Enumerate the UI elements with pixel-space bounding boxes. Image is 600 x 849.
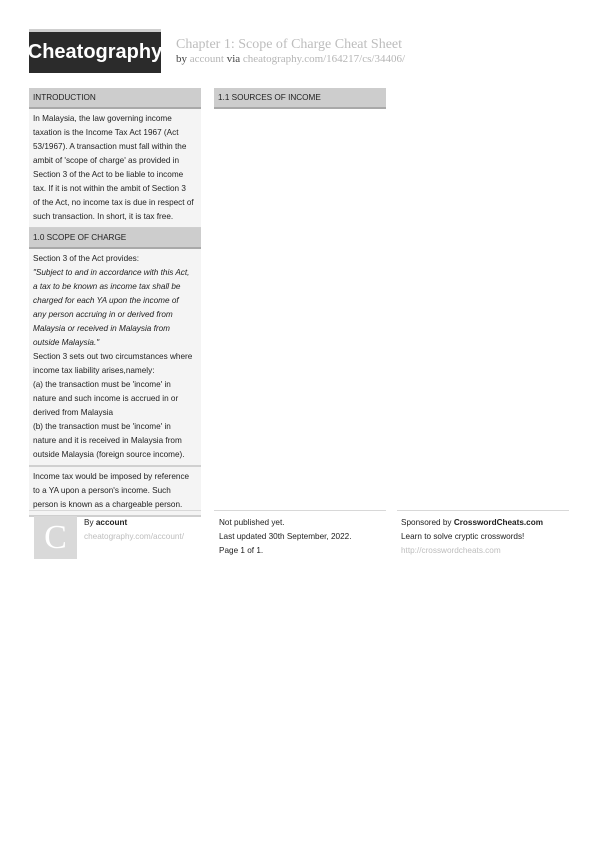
byline xyxy=(176,53,405,65)
text-line: income tax liability arises,namely: xyxy=(33,366,155,375)
sheet-url-link[interactable]: cheatography.com/164217/cs/34406/ xyxy=(242,53,406,65)
text-line: nature and it is received in Malaysia from xyxy=(33,436,182,445)
text-line: outside Malaysia (foreign source income). xyxy=(33,450,185,459)
section-header-sources: 1.1 SOURCES OF INCOME xyxy=(214,88,386,109)
footer-author-block xyxy=(84,516,184,544)
text-line: 53/1967). A transaction must fall within the xyxy=(33,142,187,151)
text-line: outside Malaysia." xyxy=(33,338,100,347)
text-line: ambit of 'scope of charge' as provided in xyxy=(33,156,180,165)
section-header-introduction: INTRODUCTION xyxy=(29,88,201,109)
text-line: tax. If it is not within the ambit of Section 3 xyxy=(33,184,186,193)
introduction-body xyxy=(29,109,201,227)
text-line: Malaysia or received in Malaysia from xyxy=(33,324,170,333)
page-count: Page 1 of 1. xyxy=(219,546,264,555)
section-scope-of-charge xyxy=(29,228,201,517)
text-line: a tax to be known as income tax shall be xyxy=(33,282,181,291)
footer-divider xyxy=(214,510,386,511)
text-line: Income tax would be imposed by reference xyxy=(33,472,190,481)
sponsor-url[interactable]: http://crosswordcheats.com xyxy=(401,546,501,555)
text-line: charged for each YA upon the income of xyxy=(33,296,179,305)
text-line: any person accruing in or derived from xyxy=(33,310,173,319)
text-line: (b) the transaction must be 'income' in xyxy=(33,422,171,431)
text-line: Section 3 of the Act to be liable to income xyxy=(33,170,184,179)
page-title: Chapter 1: Scope of Charge Cheat Sheet xyxy=(176,37,403,52)
text-line: Section 3 of the Act provides: xyxy=(33,254,140,263)
footer-sponsor-block xyxy=(401,516,543,558)
footer-author-link[interactable]: account xyxy=(95,518,128,527)
avatar: C xyxy=(34,516,77,559)
footer-by: By xyxy=(84,518,94,527)
text-line: taxation is the Income Tax Act 1967 (Act xyxy=(33,128,179,137)
section-header-scope: 1.0 SCOPE OF CHARGE xyxy=(29,228,201,249)
footer-divider xyxy=(397,510,569,511)
publish-status: Not published yet. xyxy=(219,518,285,527)
text-line: nature and such income is accrued in or xyxy=(33,394,179,403)
sponsor-prefix: Sponsored by xyxy=(401,518,452,527)
sponsor-tagline: Learn to solve cryptic crosswords! xyxy=(401,532,525,541)
footer-publish-block xyxy=(219,516,351,558)
footer-author-url[interactable]: cheatography.com/account/ xyxy=(84,532,184,541)
byline-via: via xyxy=(226,53,241,65)
text-line: "Subject to and in accordance with this Act, xyxy=(33,268,190,277)
last-updated: Last updated 30th September, 2022. xyxy=(219,532,352,541)
scope-body-2 xyxy=(29,465,201,515)
section-introduction xyxy=(29,88,201,229)
text-line: to a YA upon a person's income. Such xyxy=(33,486,171,495)
footer-divider xyxy=(29,510,201,511)
text-line: such transaction. In short, it is tax free. xyxy=(33,212,174,221)
text-line: In Malaysia, the law governing income xyxy=(33,114,172,123)
scope-body xyxy=(29,249,201,465)
author-link[interactable]: account xyxy=(189,53,224,65)
cheatography-logo[interactable]: Cheatography xyxy=(29,29,161,73)
text-line: (a) the transaction must be 'income' in xyxy=(33,380,171,389)
text-line: of the Act, no income tax is due in respect of xyxy=(33,198,194,207)
text-line: derived from Malaysia xyxy=(33,408,114,417)
sponsor-link[interactable]: CrosswordCheats.com xyxy=(453,518,543,527)
text-line: person is known as a chargeable person. xyxy=(33,500,183,509)
byline-by: by xyxy=(176,53,187,65)
text-line: Section 3 sets out two circumstances where xyxy=(33,352,193,361)
section-sources-of-income xyxy=(214,88,386,109)
